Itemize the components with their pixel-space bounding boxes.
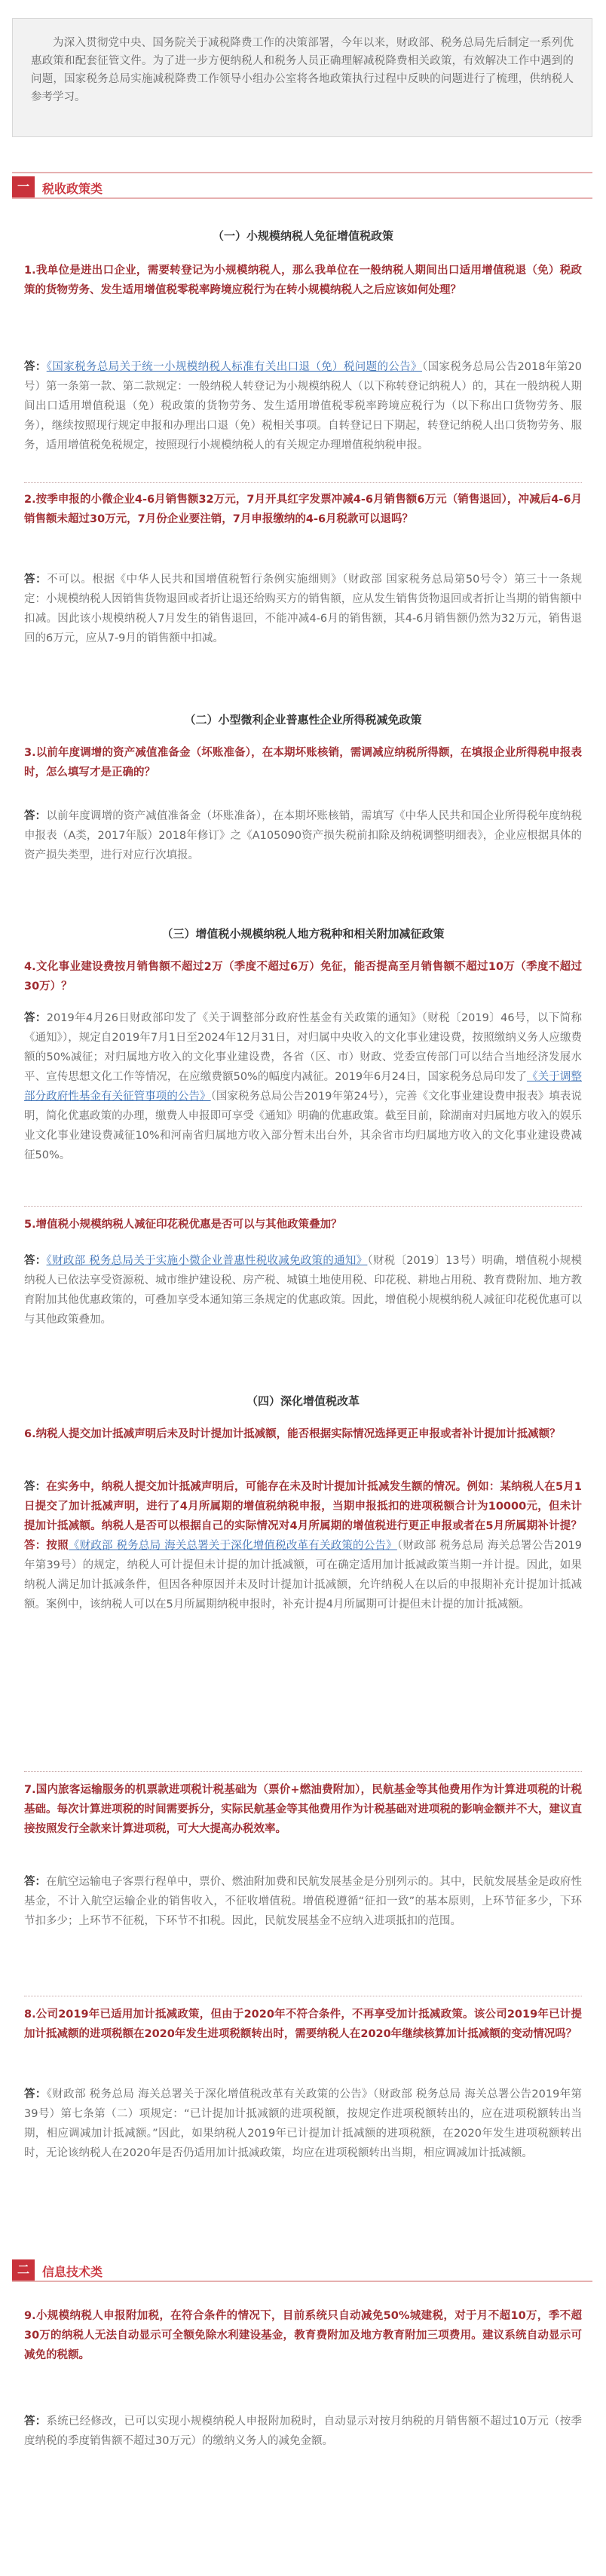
answer-lead: 答： — [24, 1012, 47, 1024]
answer-lead: 答： — [24, 2415, 47, 2428]
section-header-it — [12, 2259, 592, 2282]
question-8: 8.公司2019年已适用加计抵减政策，但由于2020年不符合条件，不再享受加计抵减政策。该公司2019年已计提加计抵减额的进项税额在2020年发生进项税额转出时，需要纳税人在2020年继续核算加计抵减额的变动情况吗？ — [24, 2008, 582, 2040]
policy-link[interactable]: 《财政部 税务总局 海关总署关于深化增值税改革有关政策的公告》 — [68, 1540, 397, 1552]
subsection-title: （一）小规模纳税人免征增值税政策 — [212, 229, 393, 243]
answer-lead: 答： — [24, 361, 47, 373]
answer-lead: 答： — [24, 1876, 47, 1888]
section-number: 一 — [12, 176, 35, 197]
answer-2 — [24, 570, 582, 648]
answer-text: （国家税务总局公告2018年第20号）第一条第一款、第二款规定：一般纳税人转登记为小规模纳税人（以下称转登记纳税人）的，其在一般纳税人期间出口适用增值税退（免）税政策的货物劳务、发生适用增值税零税率跨境应税行为（以下称出口货物劳务、服务），继续按照现行规定申报和办理出口退（免）税相关事项。自转登记日下期起，转登记纳税人出口货物劳务、服务，适用增值税免税规定，按照现行小规模纳税人的有关规定办理增值税纳税申报。 — [24, 361, 583, 451]
question-9: 9.小规模纳税人申报附加税，在符合条件的情况下，目前系统只自动减免50%城建税，对于月不超10万，季不超30万的纳税人无法自动显示可全额免除水利建设基金，教育费附加及地方教育附加三项费用。建议系统自动显示可减免的税额。 — [24, 2310, 582, 2361]
section-title: 信息技术类 — [42, 2265, 103, 2279]
subsection-title: （四）深化增值税改革 — [246, 1394, 360, 1408]
answer-text: 系统已经修改，已可以实现小规模纳税人申报附加税时，自动显示对按月纳税的月销售额不超过10万元（按季度纳税的季度销售额不超过30万元）的缴纳义务人的减免金额。 — [24, 2415, 582, 2447]
answer-text: （财政部 税务总局 海关总署公告2019年第39号）的规定，纳税人可计提但未计提的加计抵减额，可在确定适用加计抵减政策当期一并计提。因此，如果纳税人满足加计抵减条件，但因各种原因并未及时计提加计抵减额，允许纳税人在以后的申报期补充计提加计抵减额。案例中，该纳税人可以在5月所属期纳税申报时，补充计提4月所属期可计提但未计提的加计抵减额。 — [24, 1540, 583, 1611]
policy-link[interactable]: 《国家税务总局关于统一小规模纳税人标准有关出口退（免）税问题的公告》 — [46, 361, 422, 373]
answer-1 — [24, 357, 582, 455]
dotted-divider — [24, 482, 582, 483]
dotted-divider — [24, 1771, 582, 1772]
answer-text: 在航空运输电子客票行程单中，票价、燃油附加费和民航发展基金是分别列示的。其中，民航发展基金是政府性基金，不计入航空运输企业的销售收入，不征收增值税。增值税遵循“征扣一致”的基本原则，上环节征多少，下环节扣多少；上环节不征税，下环节不扣税。因此，民航发展基金不应纳入进项抵扣的范围。 — [24, 1876, 583, 1927]
divider — [12, 172, 592, 173]
answer-text: 以前年度调增的资产减值准备金（坏账准备），在本期坏账核销，需填写《中华人民共和国企业所得税年度纳税申报表（A类，2017年版）2018年修订》之《A105090资产损失税前扣除及纳税调整明细表》，企业应根据具体的资产损失类型，进行对应行次填报。 — [24, 810, 582, 861]
subsection-title: （三）增值税小规模纳税人地方税种和相关附加减征政策 — [161, 927, 445, 941]
section-header-policy — [12, 176, 592, 199]
answer-8 — [24, 2085, 582, 2163]
answer-6 — [24, 1477, 582, 1614]
question-1: 1.我单位是进出口企业，需要转登记为小规模纳税人，那么我单位在一般纳税人期间出口适用增值税退（免）税政策的货物劳务、发生适用增值税零税率跨境应税行为在转小规模纳税人之后应该如何处理？ — [24, 265, 582, 296]
answer-lead: 答： — [24, 1481, 47, 1493]
answer-text: （财税〔2019〕13号）明确，增值税小规模纳税人已依法享受资源税、城市维护建设税、房产税、城镇土地使用税、印花税、耕地占用税、教育费附加、地方教育附加其他优惠政策的，可叠加享受本通知第三条规定的优惠政策。因此，增值税小规模纳税人减征印花税优惠可以与其他政策叠加。 — [24, 1255, 583, 1326]
dotted-divider — [24, 1206, 582, 1207]
question-5: 5.增值税小规模纳税人减征印花税优惠是否可以与其他政策叠加？ — [24, 1219, 342, 1231]
question-2: 2.按季申报的小微企业4-6月销售额32万元，7月开具红字发票冲减4-6月销售额6万元（销售退回），冲减后4-6月销售额未超过30万元，7月份企业要注销，7月申报缴纳的4-6月税款可以退吗？ — [24, 494, 582, 525]
question-6: 6.纳税人提交加计抵减声明后未及时计提加计抵减额，能否根据实际情况选择更正申报或者补计提加计抵减额？ — [24, 1428, 561, 1440]
answer-lead: 答： — [24, 574, 47, 586]
answer-case-text: 在实务中，纳税人提交加计抵减声明后，可能存在未及时计提加计抵减发生额的情况。例如：某纳税人在5月1日提交了加计抵减声明，进行了4月所属期的增值税纳税申报，当期申报抵扣的进项税额合计为10000元，但未计提加计抵减额。纳税人是否可以根据自己的实际情况对4月所属期的增值税进行更正申报或者在5月所属期补计提？答：按照 — [24, 1481, 582, 1552]
answer-text: 2019年4月26日财政部印发了《关于调整部分政府性基金有关政策的通知》（财税〔2019〕46号，以下简称《通知》），规定自2019年7月1日至2024年12月31日，对归属中央收入的文化事业建设费，按照缴纳义务人应缴费额的50%减征；对归属地方收入的文化事业建设费，各省（区、市）财政、党委宣传部门可以结合当地经济发展水平、宣传思想文化工作等情况，在应缴费额50%的幅度内减征。2019年6月24日，国家税务总局印发了 — [24, 1012, 582, 1083]
answer-9 — [24, 2412, 582, 2451]
answer-text: （国家税务总局公告2019年第24号），完善《文化事业建设费申报表》填表说明，简化优惠政策的办理，缴费人申报即可享受《通知》明确的优惠政策。截至目前，除湖南对归属地方收入的娱乐业文化事业建设费减征10%和河南省归属地方收入部分暂未出台外，其余省市均归属地方收入的文化事业建设费减征50%。 — [24, 1091, 582, 1161]
intro-box: 为深入贯彻党中央、国务院关于减税降费工作的决策部署，今年以来，财政部、税务总局先后制定一系列优惠政策和配套征管文件。为了进一步方便纳税人和税务人员正确理解减税降费相关政策，有效解决工作中遇到的问题，国家税务总局实施减税降费工作领导小组办公室将各地政策执行过程中反映的问题进行了梳理，供纳税人参考学习。 — [12, 18, 592, 137]
answer-lead: 答： — [24, 810, 47, 822]
subsection-title: （二）小型微利企业普惠性企业所得税减免政策 — [184, 713, 422, 727]
section-number: 二 — [12, 2259, 35, 2281]
question-4: 4.文化事业建设费按月销售额不超过2万（季度不超过6万）免征，能否提高至月销售额不超过10万（季度不超过30万）？ — [24, 961, 582, 993]
answer-lead: 答： — [24, 2088, 47, 2100]
section-title: 税收政策类 — [42, 182, 103, 196]
policy-link[interactable]: 《财政部 税务总局关于实施小微企业普惠性税收减免政策的通知》 — [46, 1255, 368, 1267]
answer-4 — [24, 1008, 582, 1165]
question-3: 3.以前年度调增的资产减值准备金（坏账准备），在本期坏账核销，需调减应纳税所得额，在填报企业所得税申报表时，怎么填写才是正确的？ — [24, 747, 582, 779]
answer-5 — [24, 1251, 582, 1329]
answer-text: 不可以。根据《中华人民共和国增值税暂行条例实施细则》（财政部 国家税务总局第50号令）第三十一条规定：小规模纳税人因销售货物退回或者折让退还给购买方的销售额，应从发生销售货物退回或者折让当期的销售额中扣减。因此该小规模纳税人7月发生的销售退回，不能冲减4-6月的销售额，其4-6月销售额仍然为32万元，销售退回的6万元，应从7-9月的销售额中扣减。 — [24, 574, 582, 644]
answer-3 — [24, 806, 582, 865]
answer-7 — [24, 1872, 582, 1931]
policy-link[interactable]: 《关于调整部分政府性基金有关征管事项的公告》 — [24, 1071, 583, 1103]
question-7: 7.国内旅客运输服务的机票款进项税计税基础为（票价+燃油费附加），民航基金等其他费用作为计算进项税的计税基础。每次计算进项税的时间需要拆分，实际民航基金等其他费用作为计税基础对进项税的影响金额并不大，建议直接按照发行全款来计算进项税，可大大提高办税效率。 — [24, 1784, 582, 1835]
answer-lead: 答： — [24, 1255, 47, 1267]
answer-text: 《财政部 税务总局 海关总署关于深化增值税改革有关政策的公告》（财政部 税务总局 海关总署公告2019年第39号）第七条第（二）项规定：“已计提加计抵减额的进项税额，按规定作进项税额转出的，应在进项税额转出当期，相应调减加计抵减额。”因此，如果纳税人2019年已计提加计抵减额的进项税额，在2020年发生进项税额转出时，无论该纳税人在2020年是否仍适用加计抵减政策，均应在进项税额转出当期，相应调减加计抵减额。 — [24, 2088, 583, 2159]
